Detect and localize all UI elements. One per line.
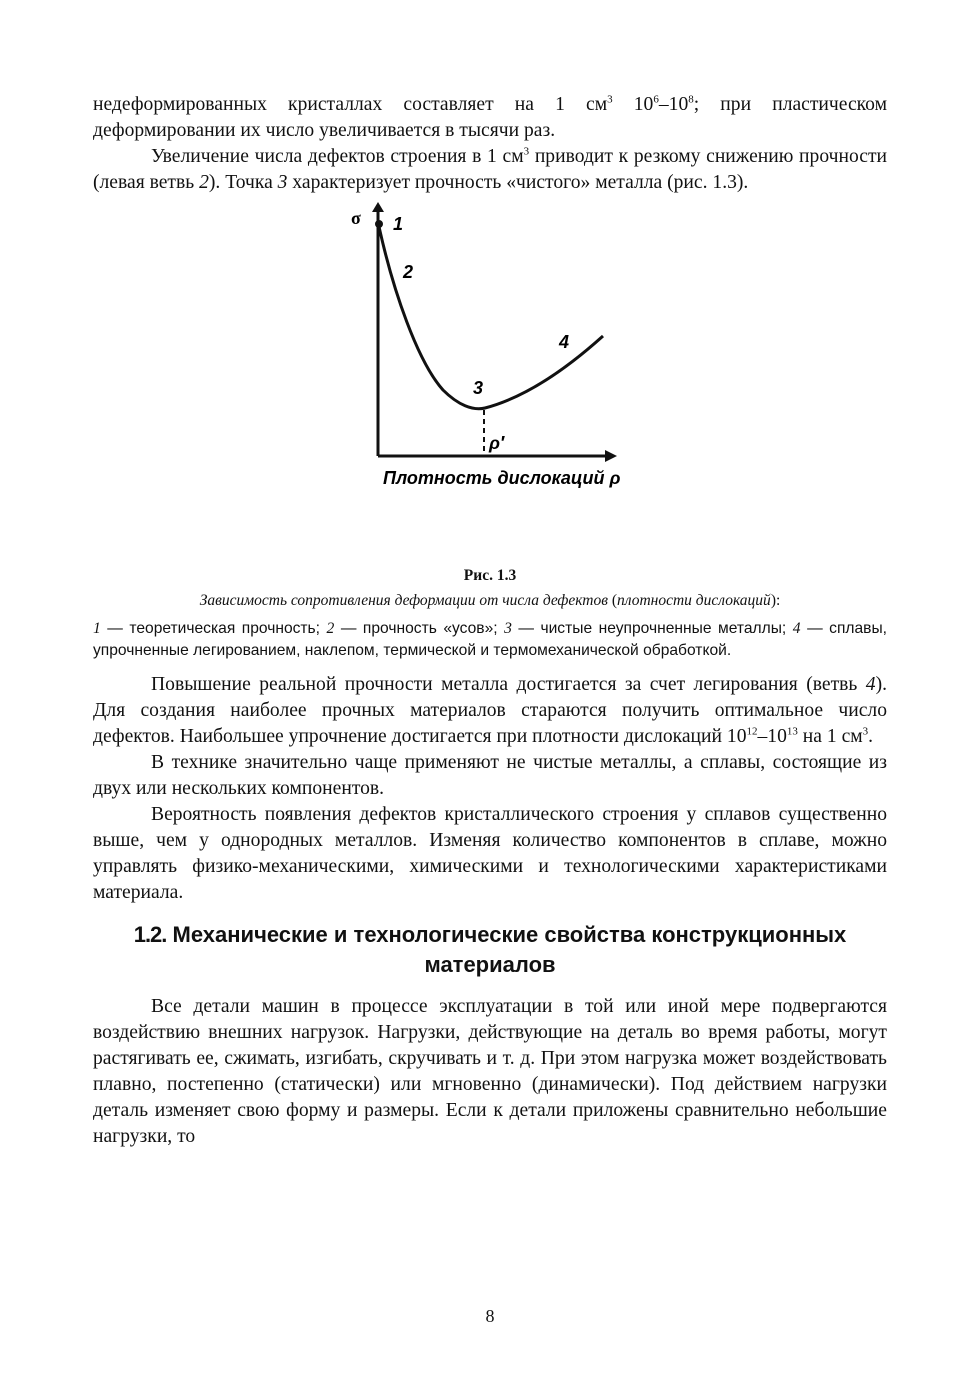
figure-caption-subtitle: Зависимость сопротивления деформации от числа дефектов (плотности дислокаций): xyxy=(199,592,781,609)
section-heading: 1.2. Механические и технологические свойства конструкционных материалов xyxy=(133,922,847,977)
x-axis-label: Плотность дислокаций ρ xyxy=(383,468,621,488)
x-axis-arrow xyxy=(605,450,617,462)
figure-graph xyxy=(93,202,887,557)
y-axis-label: σ xyxy=(351,208,361,228)
paragraph-loads: Все детали машин в процессе эксплуатации в той или иной мере подвергаются воздействию внешних нагрузок. Нагрузки, действующие на деталь во время работы, могут растягивать ее, сжимать, изгибать, скручивать и т. д. При этом нагрузка может воздействовать плавно, постепенно (статически) или мгновенно (динамически). Под действием нагрузки деталь изменяет свою форму и размеры. Если к детали приложены сравнительно небольшие нагрузки, то xyxy=(93,996,887,1147)
figure-legend: 1 — теоретическая прочность; 2 — прочность «усов»; 3 — чистые неупрочненные металлы; 4 — сплавы, упрочненные легированием, наклепом, термической и термомеханической обработкой. xyxy=(93,620,887,659)
paragraph-alloying: Повышение реальной прочности металла достигается за счет легирования (ветвь 4). Для создания наиболее прочных материалов стараются получить оптимальное число дефектов. Наибольшее упрочнение достигается при плотности дислокаций $10^{12}-10^{13}$ на 1 $см^3$. xyxy=(93,674,887,747)
strength-curve xyxy=(378,222,603,409)
point-label-1: 1 xyxy=(393,214,404,234)
page-number: 8 xyxy=(485,1306,495,1326)
figure-caption-title: Рис. 1.3 xyxy=(463,567,517,584)
paragraph-defects: Увеличение числа дефектов строения в 1 $см^3$ приводит к резкому снижению прочности (левая ветвь 2). Точка 3 характеризует прочность «чистого» металла (рис. 1.3). xyxy=(93,145,887,193)
paragraph-probability: Вероятность появления дефектов кристаллического строения у сплавов существенно выше, чем у однородных металлов. Изменяя количество компонентов в сплаве, можно управлять физико-механическими, химическими и технологическими характеристиками материала. xyxy=(93,804,887,903)
y-axis-arrow xyxy=(372,202,384,212)
point-label-2: 2 xyxy=(403,262,414,282)
paragraph-alloys: В технике значительно чаще применяют не чистые металлы, а сплавы, состоящие из двух или нескольких компонентов. xyxy=(93,752,887,799)
point-label-4: 4 xyxy=(559,332,570,352)
paragraph-continued: недеформированных кристаллах составляет на 1 $см^3$ $10^6-10^8$; при пластическом деформировании их число увеличивается в тысячи раз. xyxy=(93,93,887,141)
figure-1-3 xyxy=(93,202,887,557)
page-content xyxy=(93,92,887,1150)
point-label-3: 3 xyxy=(473,378,484,398)
rho-prime-label: ρ′ xyxy=(489,433,505,453)
point-1-marker xyxy=(375,220,383,228)
